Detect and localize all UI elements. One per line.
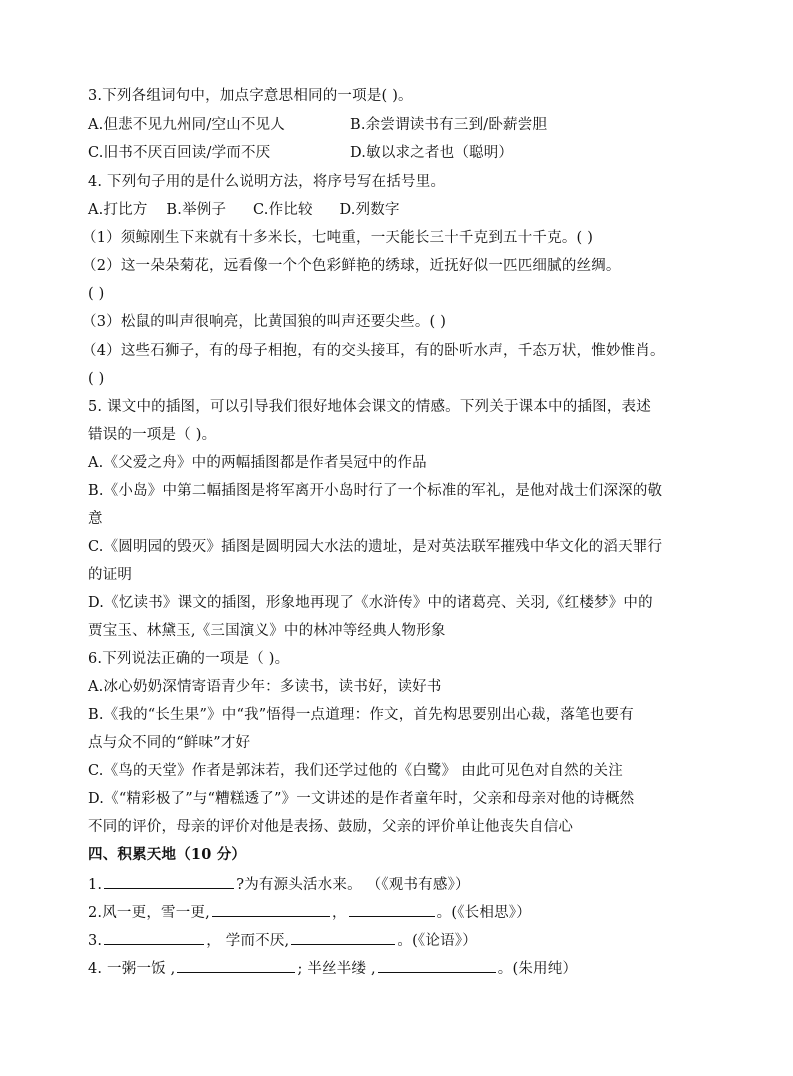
fill-2-blank-a[interactable] (212, 902, 330, 917)
fill-3-middle: ， 学而不厌, (206, 933, 290, 949)
q5-stem-line-1: 5. 课文中的插图，可以引导我们很好地体会课文的情感。下列关于课本中的插图，表述 (88, 399, 651, 415)
q5-option-a: A.《父爱之舟》中的两幅插图都是作者吴冠中的作品 (88, 455, 427, 471)
fill-2-blank-b[interactable] (349, 902, 435, 917)
fill-2-prefix: 2.风一更，雪一更, (88, 905, 210, 921)
q4-option-d: D.列数字 (339, 202, 400, 218)
q4-sentence-4-answer: ( ) (88, 371, 105, 387)
fill-2-suffix: 。(《长相思》） (436, 905, 531, 921)
q6-option-d-line-2: 不同的评价，母亲的评价对他是表扬、鼓励，父亲的评价单让他丧失自信心 (88, 819, 574, 835)
q3-option-d: D.敏以求之者也（聪明） (350, 145, 514, 161)
fill-4-suffix: 。(朱用纯） (497, 961, 578, 977)
fill-1-suffix: ?为有源头活水来。 （《观书有感》） (236, 877, 470, 893)
q4-options (88, 200, 400, 220)
q4-option-b: B.举例子 (166, 202, 227, 218)
fill-line-1 (88, 874, 470, 895)
q6-option-b-line-2: 点与众不同的“鲜味”才好 (88, 735, 251, 751)
fill-4-middle: ; 半丝半缕 , (297, 961, 376, 977)
fill-line-4 (88, 958, 577, 979)
q6-option-c: C.《鸟的天堂》作者是郭沫若，我们还学过他的《白鹭》 由此可见色对自然的关注 (88, 763, 623, 779)
q4-sentence-4: （4）这些石狮子，有的母子相抱，有的交头接耳，有的卧听水声，千态万状，惟妙惟肖。 (82, 343, 665, 359)
q3-stem: 3.下列各组词句中，加点字意思相同的一项是( )。 (88, 88, 413, 104)
fill-4-prefix: 4. 一粥一饭 , (88, 961, 176, 977)
q4-sentence-2-answer: ( ) (88, 286, 105, 302)
fill-line-3 (88, 930, 477, 951)
fill-line-2 (88, 902, 531, 923)
fill-3-suffix: 。(《论语》） (397, 933, 477, 949)
q3-option-a: A.但悲不见九州同/空山不见人 (88, 117, 285, 133)
q4-sentence-2: （2）这一朵朵菊花，远看像一个个色彩鲜艳的绣球，近抚好似一匹匹细腻的丝绸。 (82, 258, 621, 274)
q3-option-c: C.旧书不厌百回读/学而不厌 (88, 145, 271, 161)
q5-option-d-line-2: 贾宝玉、林黛玉,《三国演义》中的林冲等经典人物形象 (88, 623, 446, 639)
fill-4-blank-a[interactable] (177, 958, 295, 973)
q4-sentence-1: （1）须鲸刚生下来就有十多米长，七吨重，一天能长三十千克到五十千克。( ) (82, 230, 594, 246)
q5-option-b-line-2: 意 (88, 511, 103, 527)
q4-option-c: C.作比较 (252, 202, 313, 218)
q6-option-b-line-1: B.《我的“长生果”》中“我”悟得一点道理：作文，首先构思要别出心裁，落笔也要有 (88, 707, 634, 723)
section-4-title: 四、积累天地（10 分） (88, 846, 247, 863)
q4-sentence-3: （3）松鼠的叫声很响亮，比黄国狼的叫声还要尖些。( ) (82, 314, 447, 330)
fill-3-prefix: 3. (88, 933, 103, 949)
q5-option-c-line-1: C.《圆明园的毁灭》插图是圆明园大水法的遗址，是对英法联军摧残中华文化的滔天罪行 (88, 539, 663, 555)
q6-option-d-line-1: D.《“精彩极了”与“糟糕透了”》一文讲述的是作者童年时，父亲和母亲对他的诗概然 (88, 791, 635, 807)
q6-option-a: A.冰心奶奶深情寄语青少年：多读书，读书好，读好书 (88, 679, 442, 695)
q5-option-c-line-2: 的证明 (88, 567, 133, 583)
q3-option-b: B.余尝谓读书有三到/卧薪尝胆 (350, 117, 548, 133)
q4-option-a: A.打比方 (88, 202, 148, 218)
q5-option-b-line-1: B.《小岛》中第二幅插图是将军离开小岛时行了一个标准的军礼，是他对战士们深深的敬 (88, 483, 663, 499)
fill-3-blank-b[interactable] (291, 930, 395, 945)
q6-stem: 6.下列说法正确的一项是（ )。 (88, 651, 290, 667)
fill-2-middle: ， (331, 905, 347, 921)
q4-stem: 4. 下列句子用的是什么说明方法，将序号写在括号里。 (88, 174, 446, 190)
q5-option-d-line-1: D.《忆读书》课文的插图，形象地再现了《水浒传》中的诸葛亮、关羽,《红楼梦》中的 (88, 595, 653, 611)
fill-4-blank-b[interactable] (378, 958, 496, 973)
fill-3-blank-a[interactable] (104, 930, 204, 945)
fill-1-prefix: 1. (88, 877, 103, 893)
fill-1-blank[interactable] (104, 874, 234, 889)
q5-stem-line-2: 错误的一项是（ )。 (88, 427, 217, 443)
